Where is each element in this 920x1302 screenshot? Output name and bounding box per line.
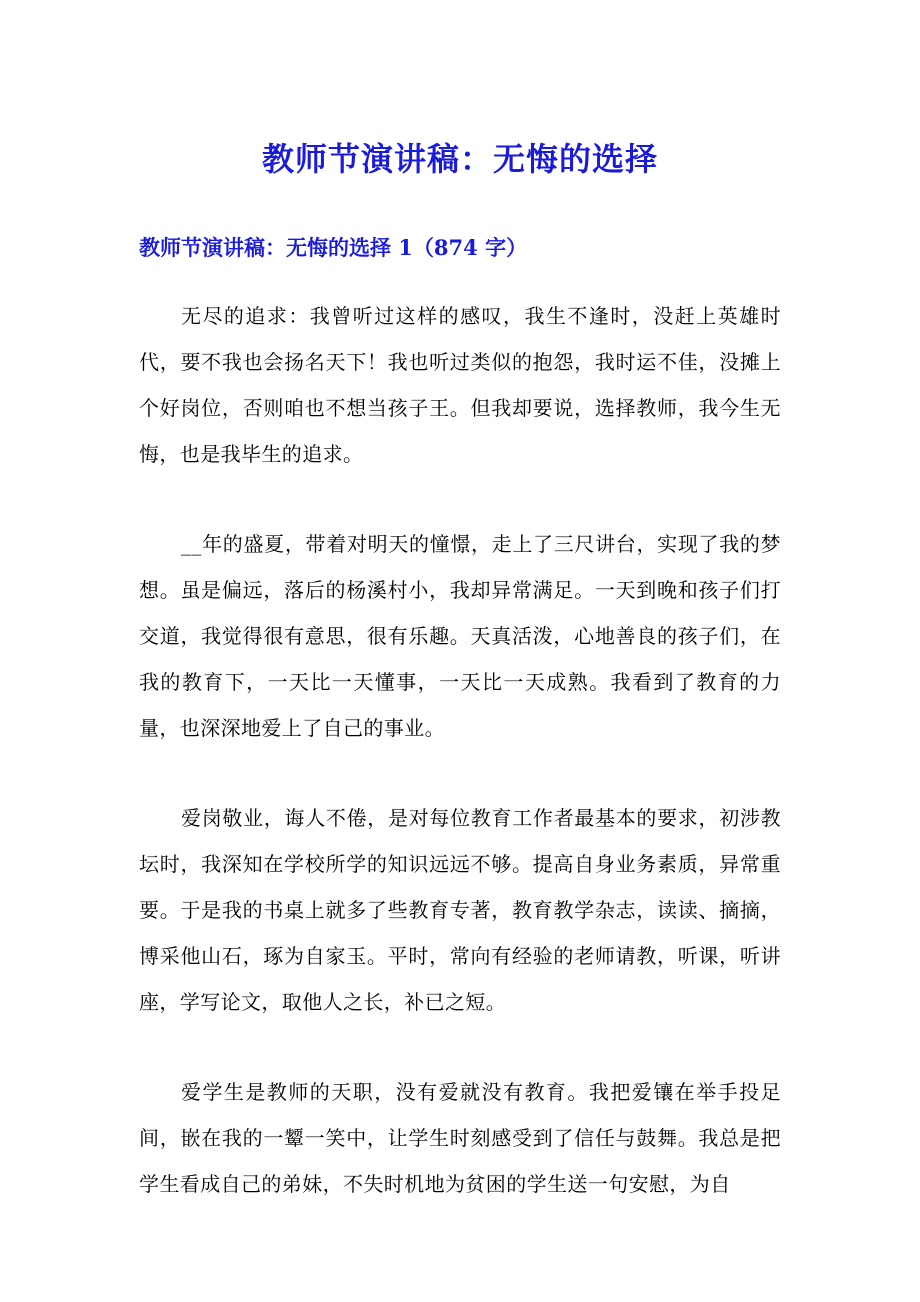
section-heading: 教师节演讲稿：无悔的选择 1（874 字） [139, 235, 528, 260]
paragraph-1: 无尽的追求：我曾听过这样的感叹，我生不逢时，没赶上英雄时代，要不我也会扬名天下！我也听过类似的抱怨，我时运不佳，没摊上个好岗位，否则咱也不想当孩子王。但我却要说，选择教师，我今生无悔，也是我毕生的追求。 [139, 304, 781, 466]
document-title: 教师节演讲稿：无悔的选择 [261, 140, 658, 178]
paragraph-2: __年的盛夏，带着对明天的憧憬，走上了三尺讲台，实现了我的梦想。虽是偏远，落后的杨溪村小，我却异常满足。一天到晚和孩子们打交道，我觉得很有意思，很有乐趣。天真活泼，心地善良的孩子们，在我的教育下，一天比一天懂事，一天比一天成熟。我看到了教育的力量，也深深地爱上了自己的事业。 [139, 532, 781, 740]
document-body [139, 293, 781, 1251]
paragraph-4: 爱学生是教师的天职，没有爱就没有教育。我把爱镶在举手投足间，嵌在我的一颦一笑中，让学生时刻感受到了信任与鼓舞。我总是把学生看成自己的弟妹，不失时机地为贫困的学生送一句安慰，为自 [139, 1080, 781, 1196]
paragraph-3: 爱岗敬业，诲人不倦，是对每位教育工作者最基本的要求，初涉教坛时，我深知在学校所学的知识远远不够。提高自身业务素质，异常重要。于是我的书桌上就多了些教育专著，教育教学杂志，读读、摘摘，博采他山石，琢为自家玉。平时，常向有经验的老师请教，听课，听讲座，学写论文，取他人之长，补已之短。 [139, 806, 781, 1014]
